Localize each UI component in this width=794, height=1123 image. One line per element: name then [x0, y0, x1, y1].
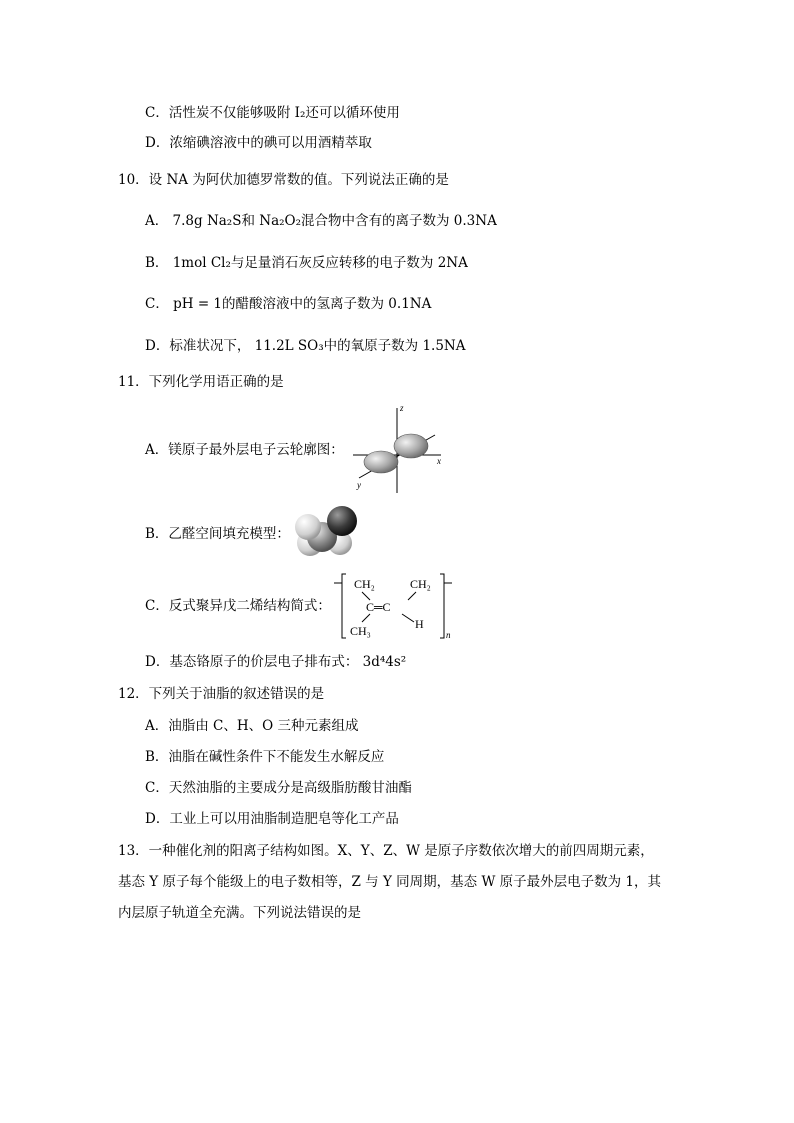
q12-option-a: A．油脂由 C、H、O 三种元素组成 [145, 718, 359, 734]
q10-option-a: A． 7.8g Na₂S和 Na₂O₂混合物中含有的离子数为 0.3NA [145, 213, 497, 229]
q13-stem-line1: 13．一种催化剂的阳离子结构如图。X、Y、Z、W 是原子序数依次增大的前四周期元素， [118, 843, 654, 859]
q10-option-d: D．标准状况下， 11.2L SO₃中的氧原子数为 1.5NA [145, 338, 466, 354]
q12-option-c: C．天然油脂的主要成分是高级脂肪酸甘油酯 [145, 780, 412, 796]
left-bracket [342, 574, 346, 638]
bond [362, 592, 370, 600]
q11-option-a: A．镁原子最外层电子云轮廓图： [145, 442, 344, 458]
z-axis-label: z [400, 403, 404, 413]
h-atom: H [415, 617, 424, 631]
bond [362, 614, 370, 622]
q12-option-b: B．油脂在碱性条件下不能发生水解反应 [145, 749, 385, 765]
ch3: CH₃ [350, 624, 371, 638]
q10-option-b: B． 1mol Cl₂与足量消石灰反应转移的电子数为 2NA [145, 255, 468, 271]
q10-option-c: C． pH = 1的醋酸溶液中的氢离子数为 0.1NA [145, 296, 432, 312]
q11-option-c: C．反式聚异戊二烯结构简式： [145, 598, 331, 614]
q13-stem-line2: 基态 Y 原子每个能级上的电子数相等，Z 与 Y 同周期，基态 W 原子最外层电子数为 1，其 [118, 874, 661, 890]
q10-stem: 10．设 NA 为阿伏加德罗常数的值。下列说法正确的是 [118, 172, 449, 188]
bond [402, 614, 414, 622]
q11-option-d: D．基态铬原子的价层电子排布式： 3d⁴4s² [145, 654, 407, 670]
q13-stem-line3: 内层原子轨道全充满。下列说法错误的是 [118, 905, 361, 921]
q12-option-d: D．工业上可以用油脂制造肥皂等化工产品 [145, 811, 399, 827]
oxygen-atom [327, 506, 357, 536]
double-bond-cc: C═C [366, 600, 391, 614]
x-axis-label: x [437, 456, 441, 466]
ch2-left: CH₂ [354, 577, 375, 591]
acetaldehyde-space-filling-model [292, 503, 362, 561]
y-axis-label: y [357, 480, 361, 490]
repeat-n: n [446, 630, 451, 640]
ch2-right: CH₂ [410, 577, 431, 591]
right-bracket [440, 574, 444, 638]
p-orbital-figure [345, 400, 450, 496]
q11-option-b: B．乙醛空间填充模型： [145, 526, 290, 542]
orbital-lobe-right [394, 434, 428, 458]
q9-option-c: C．活性炭不仅能够吸附 I₂还可以循环使用 [145, 105, 400, 121]
bond [408, 592, 416, 600]
orbital-lobe-left [364, 451, 398, 473]
q12-stem: 12．下列关于油脂的叙述错误的是 [118, 686, 325, 702]
q9-option-d: D．浓缩碘溶液中的碘可以用酒精萃取 [145, 135, 372, 151]
q11-stem: 11．下列化学用语正确的是 [118, 374, 284, 390]
trans-polyisoprene-formula [330, 566, 460, 644]
hydrogen-atom [295, 514, 321, 540]
